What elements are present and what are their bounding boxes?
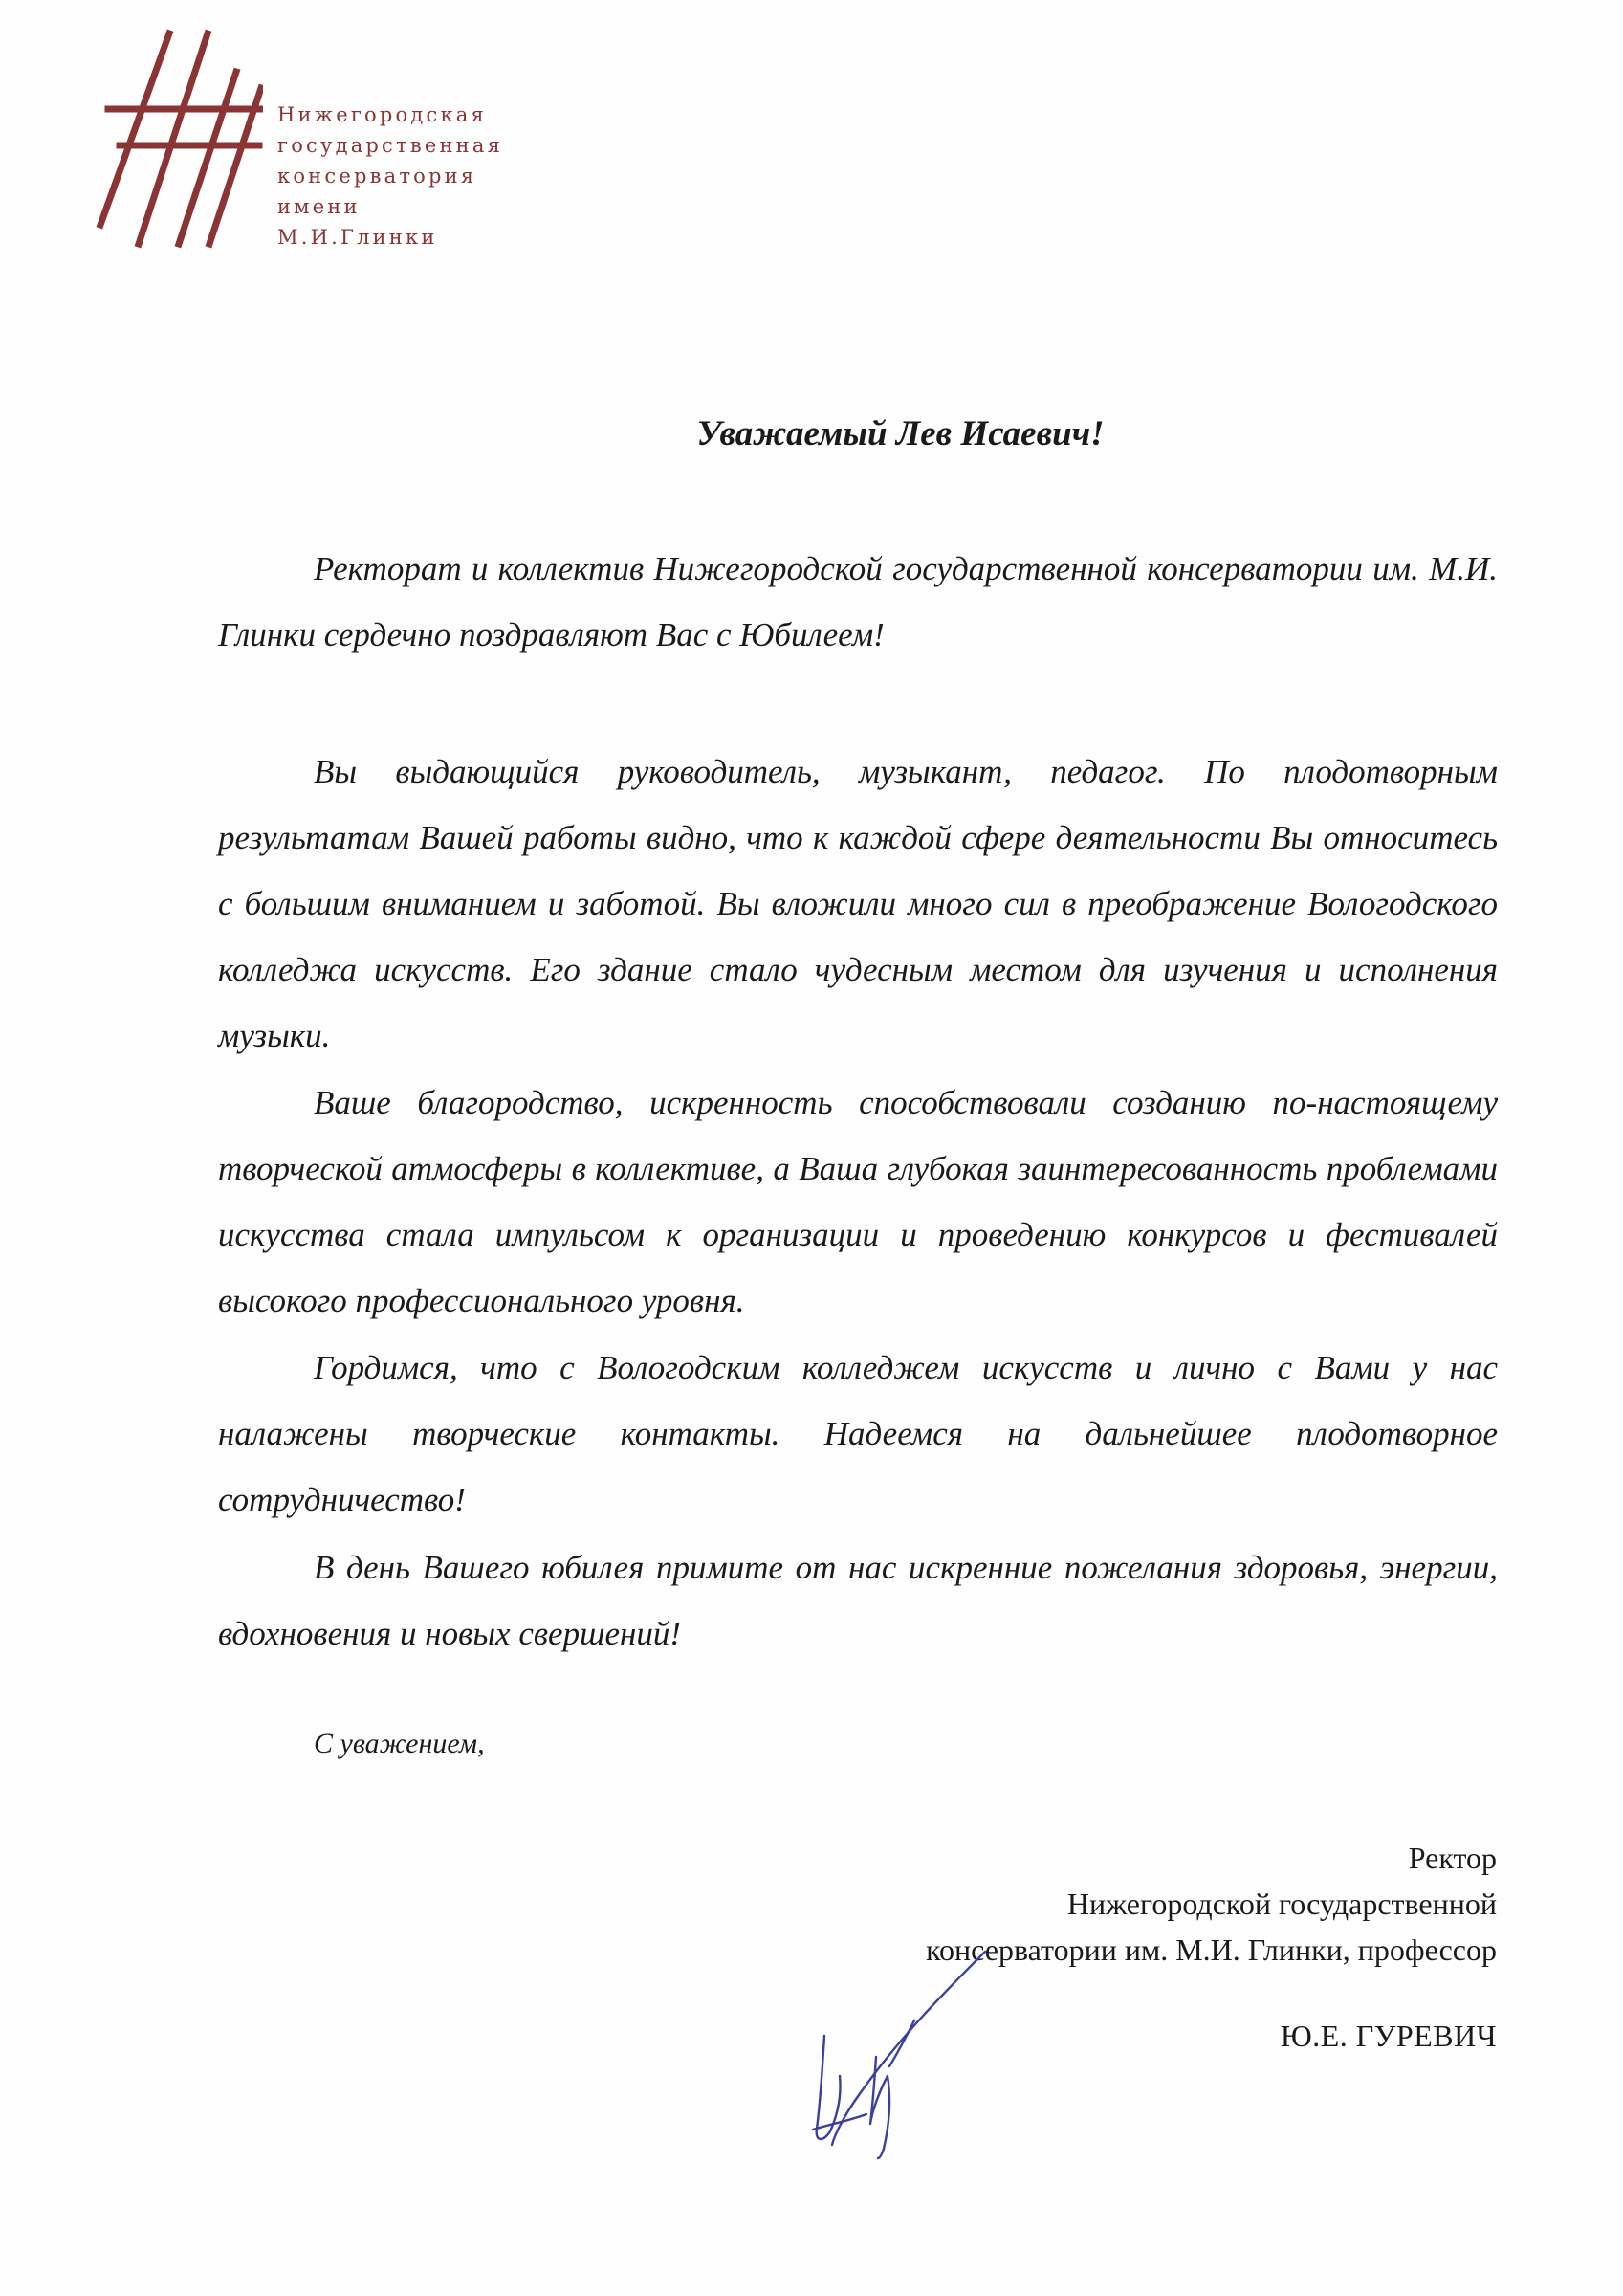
- paragraph-5-text: В день Вашего юбилея примите от нас искренние пожелания здоровья, энергии, вдохновения и новых свершений!: [218, 1549, 1498, 1652]
- salutation: Уважаемый Лев Исаевич!: [696, 414, 1105, 453]
- conservatory-logo-icon: [91, 29, 263, 258]
- signatory-name: Ю.Е. ГУРЕВИЧ: [1280, 2019, 1497, 2053]
- paragraph-4: [218, 1335, 1498, 1533]
- closing: С уважением,: [314, 1728, 485, 1759]
- signatory-title-line-1: Ректор: [1408, 1841, 1497, 1875]
- org-line-3: консерватория: [277, 165, 477, 188]
- paragraph-1: [218, 536, 1498, 668]
- paragraph-5: [218, 1534, 1498, 1667]
- signatory-title-line-3: консерватории им. М.И. Глинки, профессор: [926, 1932, 1497, 1967]
- handwritten-signature-icon: [784, 1932, 1129, 2162]
- signatory-title-line-2: Нижегородской государственной: [1066, 1887, 1497, 1921]
- paragraph-3: [218, 1070, 1498, 1334]
- org-line-4: имени: [277, 195, 361, 218]
- org-line-5: М.И.Глинки: [277, 226, 438, 249]
- paragraph-2: [218, 739, 1498, 1069]
- org-line-1: Нижегородская: [277, 103, 487, 126]
- paragraph-4-text: Гордимся, что с Вологодским колледжем искусств и лично с Вами у нас налажены творческие контакты. Надеемся на дальнейшее плодотворное сотрудничество!: [218, 1349, 1498, 1518]
- organization-name: [277, 99, 503, 253]
- paragraph-1-text: Ректорат и коллектив Нижегородской государственной консерватории им. М.И. Глинки сердечно поздравляют Вас с Юбилеем!: [218, 550, 1498, 653]
- org-line-2: государственная: [277, 134, 504, 157]
- paragraph-2-text: Вы выдающийся руководитель, музыкант, педагог. По плодотворным результатам Вашей работы видно, что к каждой сфере деятельности Вы относитесь с большим вниманием и заботой. Вы вложили много сил в преображение Вологодского колледжа искусств. Его здание стало чудесным местом для изучения и исполнения музыки.: [218, 753, 1498, 1054]
- paragraph-3-text: Ваше благородство, искренность способствовали созданию по-настоящему творческой атмосферы в коллективе, а Ваша глубокая заинтересованность проблемами искусства стала импульсом к организации и проведению конкурсов и фестивалей высокого профессионального уровня.: [218, 1084, 1498, 1319]
